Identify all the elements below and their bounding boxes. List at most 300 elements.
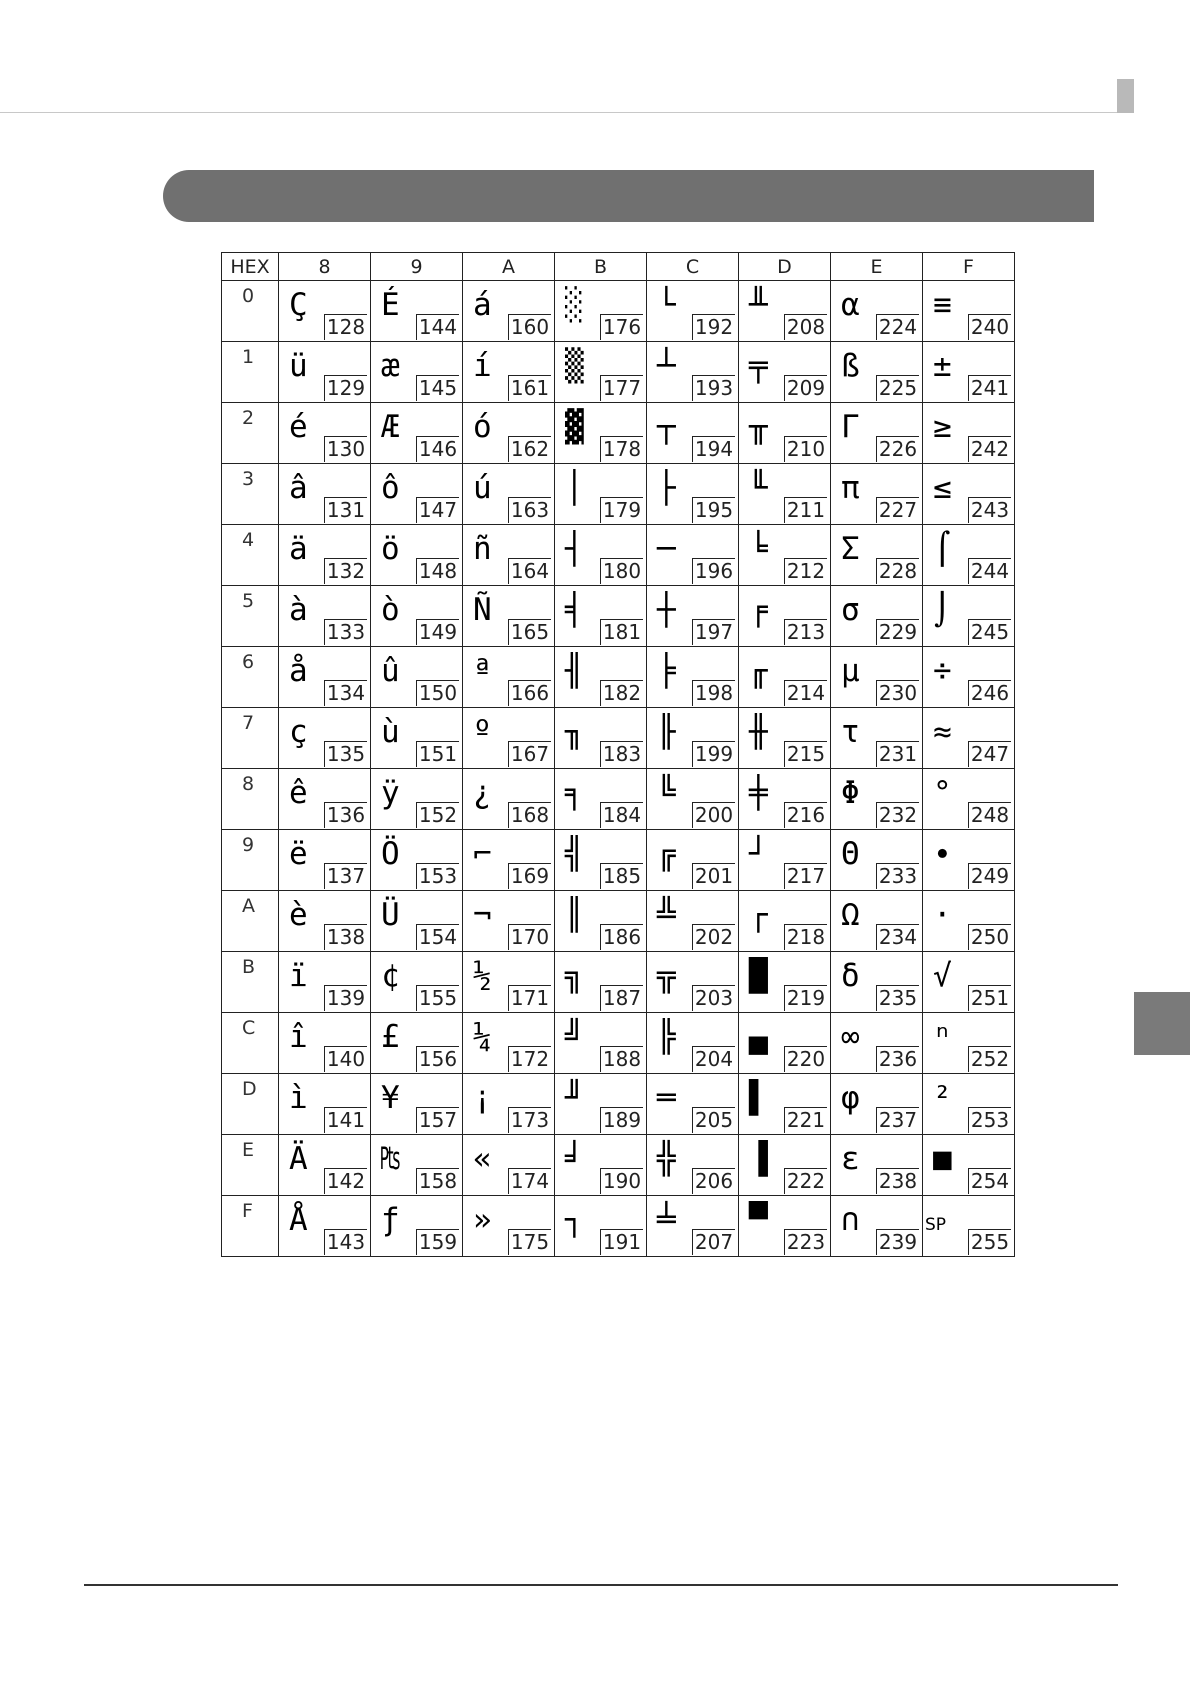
decimal-code: 156 bbox=[416, 1046, 459, 1072]
char-cell bbox=[279, 1196, 371, 1257]
char-cell bbox=[923, 830, 1015, 891]
decimal-code: 196 bbox=[692, 558, 735, 584]
char-glyph: ò bbox=[381, 592, 400, 628]
char-cell bbox=[923, 281, 1015, 342]
char-cell bbox=[647, 708, 739, 769]
char-cell bbox=[739, 403, 831, 464]
char-glyph: ╓ bbox=[749, 653, 768, 689]
char-glyph: ╛ bbox=[565, 1141, 584, 1177]
decimal-code: 234 bbox=[876, 924, 919, 950]
column-header: A bbox=[463, 253, 555, 281]
decimal-code: 148 bbox=[416, 558, 459, 584]
decimal-code: 186 bbox=[600, 924, 643, 950]
column-header: E bbox=[831, 253, 923, 281]
decimal-code: 229 bbox=[876, 619, 919, 645]
char-glyph: ¥ bbox=[381, 1080, 400, 1116]
decimal-code: 165 bbox=[508, 619, 551, 645]
char-cell bbox=[463, 708, 555, 769]
decimal-code: 181 bbox=[600, 619, 643, 645]
char-cell bbox=[647, 342, 739, 403]
char-glyph: Ö bbox=[381, 836, 400, 872]
row-header: C bbox=[222, 1013, 279, 1074]
char-cell bbox=[555, 464, 647, 525]
decimal-code: 157 bbox=[416, 1107, 459, 1133]
row-header: 6 bbox=[222, 647, 279, 708]
decimal-code: 191 bbox=[600, 1229, 643, 1255]
char-glyph: ° bbox=[933, 775, 952, 811]
char-glyph: ┘ bbox=[749, 836, 768, 872]
char-glyph: Γ bbox=[841, 409, 860, 445]
decimal-code: 247 bbox=[968, 741, 1011, 767]
char-glyph: µ bbox=[841, 653, 860, 689]
row-header: D bbox=[222, 1074, 279, 1135]
char-glyph: ╪ bbox=[749, 775, 768, 811]
char-glyph: ╥ bbox=[749, 409, 768, 445]
char-glyph: é bbox=[289, 409, 308, 445]
char-glyph: ╗ bbox=[565, 958, 584, 994]
char-cell bbox=[647, 464, 739, 525]
char-glyph: ì bbox=[289, 1080, 308, 1116]
char-cell bbox=[279, 1135, 371, 1196]
decimal-code: 250 bbox=[968, 924, 1011, 950]
row-header: 1 bbox=[222, 342, 279, 403]
decimal-code: 205 bbox=[692, 1107, 735, 1133]
char-glyph: └ bbox=[657, 287, 676, 323]
decimal-code: 243 bbox=[968, 497, 1011, 523]
char-glyph: ├ bbox=[657, 470, 676, 506]
char-cell bbox=[923, 342, 1015, 403]
decimal-code: 182 bbox=[600, 680, 643, 706]
char-cell bbox=[831, 952, 923, 1013]
decimal-code: 189 bbox=[600, 1107, 643, 1133]
decimal-code: 236 bbox=[876, 1046, 919, 1072]
char-cell bbox=[463, 281, 555, 342]
char-glyph: ç bbox=[289, 714, 308, 750]
decimal-code: 142 bbox=[324, 1168, 367, 1194]
char-cell bbox=[371, 891, 463, 952]
char-glyph: Æ bbox=[381, 409, 400, 445]
decimal-code: 210 bbox=[784, 436, 827, 462]
char-cell bbox=[555, 525, 647, 586]
decimal-code: 160 bbox=[508, 314, 551, 340]
char-cell bbox=[647, 403, 739, 464]
decimal-code: 232 bbox=[876, 802, 919, 828]
char-glyph: ┼ bbox=[657, 592, 676, 628]
char-cell bbox=[555, 1013, 647, 1074]
char-cell bbox=[371, 1135, 463, 1196]
row-header: 4 bbox=[222, 525, 279, 586]
decimal-code: 208 bbox=[784, 314, 827, 340]
char-cell bbox=[463, 525, 555, 586]
table-row bbox=[222, 342, 1015, 403]
char-glyph: ε bbox=[841, 1141, 860, 1177]
char-cell bbox=[923, 1135, 1015, 1196]
decimal-code: 163 bbox=[508, 497, 551, 523]
char-cell bbox=[371, 1074, 463, 1135]
char-cell bbox=[279, 281, 371, 342]
char-glyph: ¬ bbox=[473, 897, 492, 933]
char-glyph: ª bbox=[473, 653, 492, 689]
decimal-code: 136 bbox=[324, 802, 367, 828]
row-header: B bbox=[222, 952, 279, 1013]
char-glyph: ∞ bbox=[841, 1019, 860, 1055]
char-cell bbox=[279, 1013, 371, 1074]
column-header: C bbox=[647, 253, 739, 281]
decimal-code: 179 bbox=[600, 497, 643, 523]
table-row bbox=[222, 830, 1015, 891]
char-glyph: ╫ bbox=[749, 714, 768, 750]
char-cell bbox=[279, 586, 371, 647]
decimal-code: 251 bbox=[968, 985, 1011, 1011]
row-header: E bbox=[222, 1135, 279, 1196]
char-cell bbox=[555, 1135, 647, 1196]
char-cell bbox=[279, 830, 371, 891]
char-glyph: Ñ bbox=[473, 592, 492, 628]
char-cell bbox=[371, 464, 463, 525]
char-glyph: ▒ bbox=[565, 348, 584, 384]
char-glyph: ± bbox=[933, 348, 952, 384]
char-cell bbox=[923, 1013, 1015, 1074]
char-glyph: SP bbox=[925, 1215, 947, 1235]
char-glyph: ╞ bbox=[657, 653, 676, 689]
decimal-code: 187 bbox=[600, 985, 643, 1011]
char-cell bbox=[923, 1074, 1015, 1135]
table-row bbox=[222, 952, 1015, 1013]
char-glyph: ß bbox=[841, 348, 860, 384]
decimal-code: 215 bbox=[784, 741, 827, 767]
header-tab-marker bbox=[1117, 79, 1134, 113]
char-cell bbox=[647, 830, 739, 891]
decimal-code: 185 bbox=[600, 863, 643, 889]
char-glyph: ╠ bbox=[657, 1019, 676, 1055]
char-glyph: ╧ bbox=[657, 1202, 676, 1238]
char-glyph: è bbox=[289, 897, 308, 933]
decimal-code: 166 bbox=[508, 680, 551, 706]
decimal-code: 226 bbox=[876, 436, 919, 462]
char-cell bbox=[463, 769, 555, 830]
char-cell bbox=[279, 342, 371, 403]
decimal-code: 143 bbox=[324, 1229, 367, 1255]
decimal-code: 178 bbox=[600, 436, 643, 462]
char-cell bbox=[555, 342, 647, 403]
row-header: A bbox=[222, 891, 279, 952]
decimal-code: 219 bbox=[784, 985, 827, 1011]
char-glyph: α bbox=[841, 287, 860, 323]
decimal-code: 223 bbox=[784, 1229, 827, 1255]
char-cell bbox=[555, 647, 647, 708]
decimal-code: 194 bbox=[692, 436, 735, 462]
decimal-code: 241 bbox=[968, 375, 1011, 401]
char-glyph: ╡ bbox=[565, 592, 584, 628]
char-cell bbox=[831, 891, 923, 952]
char-glyph: │ bbox=[565, 470, 584, 506]
char-cell bbox=[923, 647, 1015, 708]
char-glyph: ¿ bbox=[473, 775, 492, 811]
decimal-code: 192 bbox=[692, 314, 735, 340]
char-glyph: ë bbox=[289, 836, 308, 872]
char-glyph: ≥ bbox=[933, 409, 952, 445]
decimal-code: 141 bbox=[324, 1107, 367, 1133]
char-glyph: ╕ bbox=[565, 775, 584, 811]
char-cell bbox=[555, 1074, 647, 1135]
char-cell bbox=[371, 647, 463, 708]
char-cell bbox=[647, 281, 739, 342]
decimal-code: 195 bbox=[692, 497, 735, 523]
decimal-code: 176 bbox=[600, 314, 643, 340]
char-glyph: ╟ bbox=[657, 714, 676, 750]
char-cell bbox=[739, 342, 831, 403]
decimal-code: 224 bbox=[876, 314, 919, 340]
char-glyph: τ bbox=[841, 714, 860, 750]
decimal-code: 162 bbox=[508, 436, 551, 462]
code-page-table bbox=[221, 252, 1015, 1257]
char-cell bbox=[279, 891, 371, 952]
char-cell bbox=[371, 708, 463, 769]
char-cell bbox=[555, 281, 647, 342]
char-cell bbox=[831, 1074, 923, 1135]
char-cell bbox=[463, 952, 555, 1013]
char-glyph: σ bbox=[841, 592, 860, 628]
char-glyph: ░ bbox=[565, 287, 584, 323]
char-glyph: ╩ bbox=[657, 897, 676, 933]
char-cell bbox=[463, 403, 555, 464]
char-glyph: ½ bbox=[473, 958, 492, 994]
char-glyph: ü bbox=[289, 348, 308, 384]
char-cell bbox=[739, 708, 831, 769]
decimal-code: 184 bbox=[600, 802, 643, 828]
footer-rule bbox=[84, 1584, 1118, 1586]
char-glyph: ╝ bbox=[565, 1019, 584, 1055]
decimal-code: 145 bbox=[416, 375, 459, 401]
char-cell bbox=[463, 830, 555, 891]
decimal-code: 161 bbox=[508, 375, 551, 401]
char-cell bbox=[463, 1013, 555, 1074]
char-cell bbox=[463, 1135, 555, 1196]
char-cell bbox=[923, 403, 1015, 464]
char-cell bbox=[463, 647, 555, 708]
decimal-code: 154 bbox=[416, 924, 459, 950]
column-header: B bbox=[555, 253, 647, 281]
char-cell bbox=[463, 891, 555, 952]
decimal-code: 188 bbox=[600, 1046, 643, 1072]
table-row bbox=[222, 1013, 1015, 1074]
char-glyph: ô bbox=[381, 470, 400, 506]
decimal-code: 206 bbox=[692, 1168, 735, 1194]
decimal-code: 174 bbox=[508, 1168, 551, 1194]
decimal-code: 231 bbox=[876, 741, 919, 767]
table-row bbox=[222, 525, 1015, 586]
row-header: 5 bbox=[222, 586, 279, 647]
decimal-code: 171 bbox=[508, 985, 551, 1011]
decimal-code: 146 bbox=[416, 436, 459, 462]
char-glyph: ╣ bbox=[565, 836, 584, 872]
decimal-code: 155 bbox=[416, 985, 459, 1011]
decimal-code: 140 bbox=[324, 1046, 367, 1072]
char-glyph: ╔ bbox=[657, 836, 676, 872]
decimal-code: 242 bbox=[968, 436, 1011, 462]
decimal-code: 173 bbox=[508, 1107, 551, 1133]
char-cell bbox=[831, 647, 923, 708]
char-cell bbox=[739, 830, 831, 891]
char-cell bbox=[371, 342, 463, 403]
column-header: 9 bbox=[371, 253, 463, 281]
decimal-code: 203 bbox=[692, 985, 735, 1011]
decimal-code: 129 bbox=[324, 375, 367, 401]
char-glyph: ä bbox=[289, 531, 308, 567]
decimal-code: 152 bbox=[416, 802, 459, 828]
char-glyph: ║ bbox=[565, 897, 584, 933]
decimal-code: 147 bbox=[416, 497, 459, 523]
char-cell bbox=[279, 525, 371, 586]
char-glyph: Ü bbox=[381, 897, 400, 933]
char-glyph: ▄ bbox=[749, 1019, 768, 1055]
table-header-row bbox=[222, 253, 1015, 281]
decimal-code: 245 bbox=[968, 619, 1011, 645]
row-header: 0 bbox=[222, 281, 279, 342]
header-rule bbox=[0, 112, 1134, 113]
row-header: 3 bbox=[222, 464, 279, 525]
char-glyph: á bbox=[473, 287, 492, 323]
char-glyph: Ç bbox=[289, 287, 308, 323]
char-glyph: ≡ bbox=[933, 287, 952, 323]
decimal-code: 177 bbox=[600, 375, 643, 401]
char-glyph: Ä bbox=[289, 1141, 308, 1177]
char-glyph: ╢ bbox=[565, 653, 584, 689]
row-header: 8 bbox=[222, 769, 279, 830]
char-glyph: ▀ bbox=[749, 1202, 768, 1238]
decimal-code: 132 bbox=[324, 558, 367, 584]
char-cell bbox=[647, 1196, 739, 1257]
row-header: F bbox=[222, 1196, 279, 1257]
char-glyph: ╚ bbox=[657, 775, 676, 811]
char-cell bbox=[739, 1196, 831, 1257]
char-glyph: Θ bbox=[841, 836, 860, 872]
char-glyph: î bbox=[289, 1019, 308, 1055]
char-cell bbox=[463, 1074, 555, 1135]
char-glyph: ╜ bbox=[565, 1080, 584, 1116]
char-glyph: ù bbox=[381, 714, 400, 750]
char-cell bbox=[739, 769, 831, 830]
char-cell bbox=[371, 1013, 463, 1074]
table-row bbox=[222, 891, 1015, 952]
decimal-code: 135 bbox=[324, 741, 367, 767]
decimal-code: 253 bbox=[968, 1107, 1011, 1133]
char-glyph: ▐ bbox=[749, 1141, 768, 1177]
char-glyph: ¼ bbox=[473, 1019, 492, 1055]
char-cell bbox=[739, 647, 831, 708]
char-cell bbox=[831, 1196, 923, 1257]
decimal-code: 233 bbox=[876, 863, 919, 889]
char-glyph: ó bbox=[473, 409, 492, 445]
char-glyph: ¢ bbox=[381, 958, 400, 994]
char-cell bbox=[279, 708, 371, 769]
table-row bbox=[222, 647, 1015, 708]
char-glyph: ê bbox=[289, 775, 308, 811]
char-glyph: æ bbox=[381, 348, 400, 384]
char-cell bbox=[647, 586, 739, 647]
char-glyph: ▓ bbox=[565, 409, 584, 445]
char-cell bbox=[739, 525, 831, 586]
char-glyph: º bbox=[473, 714, 492, 750]
decimal-code: 238 bbox=[876, 1168, 919, 1194]
char-glyph: û bbox=[381, 653, 400, 689]
table-row bbox=[222, 1196, 1015, 1257]
decimal-code: 235 bbox=[876, 985, 919, 1011]
char-glyph: ╖ bbox=[565, 714, 584, 750]
decimal-code: 220 bbox=[784, 1046, 827, 1072]
decimal-code: 150 bbox=[416, 680, 459, 706]
char-glyph: ═ bbox=[657, 1080, 676, 1116]
char-glyph: Σ bbox=[841, 531, 860, 567]
char-cell bbox=[831, 586, 923, 647]
decimal-code: 138 bbox=[324, 924, 367, 950]
decimal-code: 153 bbox=[416, 863, 459, 889]
char-glyph: ÷ bbox=[933, 653, 952, 689]
char-glyph: Ω bbox=[841, 897, 860, 933]
decimal-code: 134 bbox=[324, 680, 367, 706]
decimal-code: 213 bbox=[784, 619, 827, 645]
char-cell bbox=[647, 1135, 739, 1196]
decimal-code: 172 bbox=[508, 1046, 551, 1072]
decimal-code: 137 bbox=[324, 863, 367, 889]
char-cell bbox=[463, 1196, 555, 1257]
char-cell bbox=[923, 464, 1015, 525]
char-glyph: ╙ bbox=[749, 470, 768, 506]
decimal-code: 133 bbox=[324, 619, 367, 645]
section-title-bar bbox=[163, 170, 1094, 222]
char-cell bbox=[463, 464, 555, 525]
char-glyph: ∩ bbox=[841, 1202, 860, 1238]
decimal-code: 193 bbox=[692, 375, 735, 401]
decimal-code: 149 bbox=[416, 619, 459, 645]
decimal-code: 200 bbox=[692, 802, 735, 828]
decimal-code: 217 bbox=[784, 863, 827, 889]
char-glyph: √ bbox=[933, 958, 952, 994]
decimal-code: 131 bbox=[324, 497, 367, 523]
char-cell bbox=[831, 281, 923, 342]
char-cell bbox=[371, 525, 463, 586]
char-cell bbox=[923, 769, 1015, 830]
table-row bbox=[222, 464, 1015, 525]
decimal-code: 168 bbox=[508, 802, 551, 828]
char-cell bbox=[739, 586, 831, 647]
decimal-code: 252 bbox=[968, 1046, 1011, 1072]
char-glyph: ╨ bbox=[749, 287, 768, 323]
char-cell bbox=[739, 891, 831, 952]
char-cell bbox=[555, 952, 647, 1013]
decimal-code: 170 bbox=[508, 924, 551, 950]
char-glyph: φ bbox=[841, 1080, 860, 1116]
hex-corner-header: HEX bbox=[222, 253, 279, 281]
char-glyph: ┤ bbox=[565, 531, 584, 567]
table-row bbox=[222, 708, 1015, 769]
decimal-code: 255 bbox=[968, 1229, 1011, 1255]
column-header: F bbox=[923, 253, 1015, 281]
char-cell bbox=[555, 1196, 647, 1257]
char-glyph: ╘ bbox=[749, 531, 768, 567]
char-glyph: ╦ bbox=[657, 958, 676, 994]
char-cell bbox=[647, 647, 739, 708]
char-cell bbox=[555, 891, 647, 952]
char-cell bbox=[647, 525, 739, 586]
char-cell bbox=[923, 586, 1015, 647]
char-glyph: ÿ bbox=[381, 775, 400, 811]
char-cell bbox=[463, 586, 555, 647]
char-glyph: ñ bbox=[473, 531, 492, 567]
decimal-code: 228 bbox=[876, 558, 919, 584]
char-glyph: ╤ bbox=[749, 348, 768, 384]
decimal-code: 240 bbox=[968, 314, 1011, 340]
